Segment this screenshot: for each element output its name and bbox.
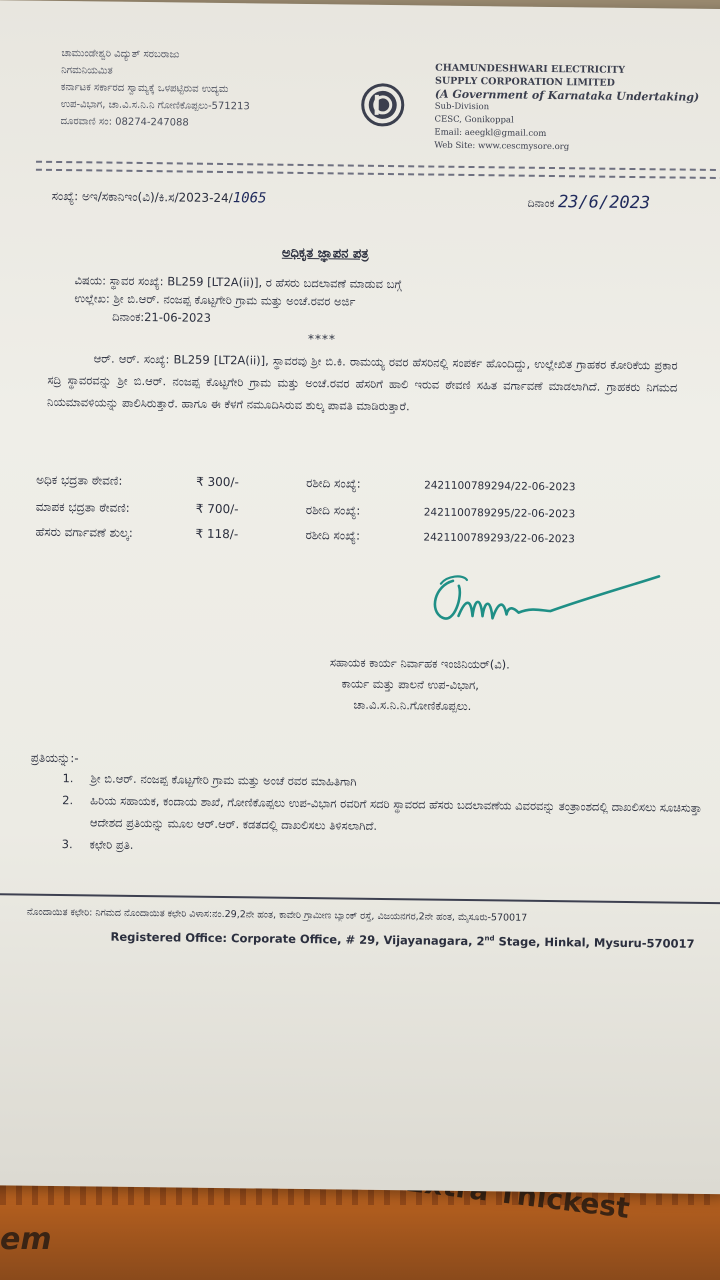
copy-item-text: ಕಛೇರಿ ಪ್ರತಿ. bbox=[89, 837, 134, 852]
package-label-fragment: em bbox=[0, 1222, 52, 1257]
letter-date bbox=[527, 192, 650, 213]
government-undertaking: (A Government of Karnataka Undertaking) bbox=[434, 87, 700, 104]
fee-row bbox=[36, 500, 576, 522]
receipt-number: 242110078929​4/22-06-2023 bbox=[424, 479, 576, 494]
receipt-label: ರಶೀದಿ ಸಂಖ್ಯೆ: bbox=[305, 528, 361, 543]
reference-number bbox=[52, 188, 267, 207]
body-text: ಆರ್. ಆರ್. ಸಂಖ್ಯೆ: BL259 [LT2A(ii)], ಸ್ಥಾವರವು ಶ್ರೀ ಬಿ.ಕಿ. ರಾಮಯ್ಯ ರವರ ಹೆಸರಿನಲ್ಲಿ ಸಂಪರ್ಕ ಹೊಂದಿದ್ದು, ಉಲ್ಲೇಖಿತ ಗ್ರಾಹಕರ ಕೋರಿಕೆಯ ಪ್ರಕಾರ ಸದ್ರಿ ಸ್ಥಾವರವನ್ನು ಶ್ರೀ ಬಿ.ಆರ್. ನಂಜಪ್ಪ ಕೊಟ್ಟಗೇರಿ ಗ್ರಾಮ ಮತ್ತು ಅಂಚೆ.ರವರ ಹೆಸರಿಗೆ ಹಾಲಿ ಇರುವ ಠೇವಣಿ ಸಹಿತ ವರ್ಗಾವಣೆ ಮಾಡಲಾಗಿದೆ. ಗ್ರಾಹಕರು ನಿಗಮದ ನಿಯಮಾವಳಿಯನ್ನು ಪಾಲಿಸಿರುತ್ತಾರೆ. ಹಾಗೂ ಈ ಕೆಳಗೆ ನಮೂದಿಸಿರುವ ಶುಲ್ಕ ಪಾವತಿ ಮಾಡಿರುತ್ತಾರೆ. bbox=[47, 351, 678, 414]
registered-office-english bbox=[110, 930, 694, 951]
reference-label: ಸಂಖ್ಯೆ: bbox=[51, 188, 79, 204]
copy-item-number: 3. bbox=[61, 837, 73, 852]
receipt-number: 2421100789293/22-06-2023 bbox=[423, 531, 575, 546]
section-separator-stars: **** bbox=[307, 332, 336, 347]
fee-row bbox=[35, 525, 575, 547]
letterhead-kn-line: ನಿಗಮನಿಯಮಿತ bbox=[61, 64, 113, 77]
registered-office-text: Registered Office: Corporate Office, # 29, Vijayanagara, 2 bbox=[110, 929, 485, 949]
reference-handwritten-number: 1065 bbox=[232, 190, 267, 207]
designation-line: ಸಹಾಯಕ ಕಾರ್ಯ ನಿರ್ವಾಹಕ ಇಂಜಿನಿಯರ್(ವಿ). bbox=[329, 655, 510, 672]
email-line: Email: aeegkl@gmail.com bbox=[434, 127, 547, 139]
fee-label: ಅಧಿಕ ಭದ್ರತಾ ಠೇವಣಿ: bbox=[36, 472, 123, 488]
document-title: ಅಧಿಕೃತ ಜ್ಞಾಪನ ಪತ್ರ bbox=[281, 245, 369, 262]
letterhead-kn-line: ಚಾಮುಂಡೇಶ್ವರಿ ವಿದ್ಯುತ್ ಸರಬರಾಜು bbox=[61, 47, 180, 61]
fee-label: ಹೆಸರು ವರ್ಗಾವಣೆ ಶುಲ್ಕ: bbox=[35, 524, 133, 540]
cesc-logo-icon bbox=[360, 83, 405, 128]
date-label: ದಿನಾಂಕ bbox=[527, 196, 555, 211]
registered-office-superscript: nd bbox=[484, 934, 495, 943]
fee-row bbox=[36, 473, 576, 495]
designation-line: ಚಾ.ವಿ.ಸ.ನಿ.ನಿ.ಗೋಣಿಕೊಪ್ಪಲು. bbox=[353, 697, 472, 714]
sub-division: Sub-Division bbox=[434, 101, 490, 113]
copy-item-text: ಹಿರಿಯ ಸಹಾಯಕ, ಕಂದಾಯ ಶಾಖೆ, ಗೋಣಿಕೊಪ್ಪಲು ಉಪ-ವಿಭಾಗ ರವರಿಗೆ ಸದರಿ ಸ್ಥಾವರದ ಹೆಸರು ಬದಲಾವಣೆಯ ವಿವರವನ್ನು ತಂತ್ರಾಂಶದಲ್ಲಿ ದಾಖಲಿಸಲು ಸೂಚಿಸುತ್ತಾ ಆದೇಶದ ಪ್ರತಿಯನ್ನು ಮೂಲ ಆರ್.ಆರ್. ಕಡತದಲ್ಲಿ ದಾಖಲಿಸಲು ತಿಳಿಸಲಾಗಿದೆ. bbox=[89, 793, 702, 833]
subject-line: ವಿಷಯ: ಸ್ಥಾವರ ಸಂಖ್ಯೆ: BL259 [LT2A(ii)], ರ ಹೆಸರು ಬದಲಾವಣೆ ಮಾಡುವ ಬಗ್ಗೆ bbox=[74, 273, 402, 292]
footer-rule-top bbox=[0, 893, 720, 904]
header-divider-bottom bbox=[36, 169, 720, 179]
letterhead-english bbox=[434, 62, 720, 157]
receipt-label: ರಶೀದಿ ಸಂಖ್ಯೆ: bbox=[306, 476, 361, 491]
body-indent bbox=[48, 351, 94, 366]
copy-item-number: 1. bbox=[62, 771, 74, 786]
body-paragraph bbox=[47, 347, 678, 421]
fee-amount: ₹ 300/- bbox=[196, 474, 239, 490]
fee-amount: ₹ 700/- bbox=[195, 501, 239, 517]
letterhead-kn-line: ದೂರವಾಣಿ ಸಂ: 08274-247088 bbox=[60, 115, 189, 129]
office-location: CESC, Gonikoppal bbox=[434, 114, 514, 126]
handwritten-signature bbox=[422, 565, 663, 648]
copy-list bbox=[62, 767, 720, 863]
registered-office-text-end: Stage, Hinkal, Mysuru-570017 bbox=[494, 934, 695, 951]
receipt-number: 2421100789295/22-06-2023 bbox=[423, 506, 576, 521]
signatory-designation bbox=[329, 652, 510, 717]
letterhead-kannada bbox=[60, 45, 351, 134]
reference-line: ಉಲ್ಲೇಖ: ಶ್ರೀ ಬಿ.ಆರ್. ನಂಜಪ್ಪ ಕೊಟ್ಟಗೇರಿ ಗ್ರಾಮ ಮತ್ತು ಅಂಚೆ.ರವರ ಅರ್ಜಿ bbox=[74, 291, 356, 309]
website-line: Web Site: www.cescmysore.org bbox=[434, 140, 570, 153]
reference-prefix: ಅಇ/ಸಕಾನಿಇಂ(ವಿ)/ಕಿ.ಸ/2023-24/ bbox=[81, 189, 233, 206]
company-name-line2: SUPPLY CORPORATION LIMITED bbox=[434, 75, 616, 89]
copies-heading: ಪ್ರತಿಯನ್ನು:- bbox=[30, 750, 79, 766]
reference-date-line: ದಿನಾಂಕ:21-06-2023 bbox=[112, 309, 212, 325]
letterhead-kn-line: ಕರ್ನಾಟಕ ಸರ್ಕಾರದ ಸ್ವಾಮ್ಯಕ್ಕೆ ಒಳಪಟ್ಟಿರುವ ಉದ್ಯಮ bbox=[60, 81, 229, 96]
fee-label: ಮಾಪಕ ಭದ್ರತಾ ಠೇವಣಿ: bbox=[35, 499, 130, 515]
designation-line: ಕಾರ್ಯ ಮತ್ತು ಪಾಲನೆ ಉಪ-ವಿಭಾಗ, bbox=[341, 676, 480, 693]
copy-item-number: 2. bbox=[62, 793, 74, 808]
registered-office-kannada: ನೊಂದಾಯಿತ ಕಛೇರಿ: ನಿಗಮದ ನೊಂದಾಯಿತ ಕಛೇರಿ ವಿಳಾಸ:ನಂ.29,2ನೇ ಹಂತ, ಕಾವೇರಿ ಗ್ರಾಮೀಣ ಬ್ಯಾಂಕ್ ರಸ್ತೆ, ವಿಜಯನಗರ,2ನೇ ಹಂತ, ಮೈಸೂರು-570017 bbox=[26, 906, 528, 924]
fee-amount: ₹ 118/- bbox=[195, 526, 239, 542]
receipt-label: ರಶೀದಿ ಸಂಖ್ಯೆ: bbox=[305, 503, 361, 518]
date-handwritten-value: 23/6/2023 bbox=[557, 192, 651, 214]
copy-item-text: ಶ್ರೀ ಬಿ.ಆರ್. ನಂಜಪ್ಪ ಕೊಟ್ಟಗೇರಿ ಗ್ರಾಮ ಮತ್ತು ಅಂಚೆ ರವರ ಮಾಹಿತಿಗಾಗಿ bbox=[90, 771, 357, 789]
letterhead-kn-line: ಉಪ-ವಿಭಾಗ, ಚಾ.ವಿ.ಸ.ನಿ.ನಿ ಗೋಣಿಕೊಪ್ಪಲು-571213 bbox=[60, 98, 250, 113]
subject-block bbox=[74, 271, 595, 331]
company-name-line1: CHAMUNDESHWARI ELECTRICITY bbox=[435, 62, 626, 76]
